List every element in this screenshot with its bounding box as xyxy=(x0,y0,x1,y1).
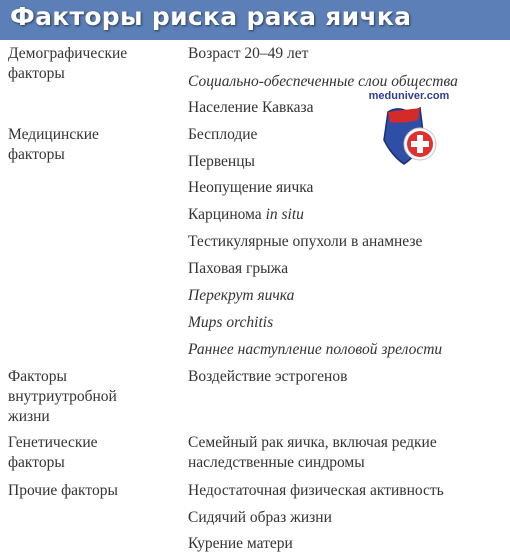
page-title: Факторы риска рака яичка xyxy=(10,2,412,31)
risk-factor-item: наследственные синдромы xyxy=(188,454,365,471)
category-demographic-line-1: Демографические xyxy=(8,45,128,62)
risk-factor-item: Неопущение яичка xyxy=(188,179,314,196)
risk-factor-item: Социально-обеспеченные слои общества xyxy=(188,73,458,90)
risk-factor-item: Недостаточная физическая активность xyxy=(188,482,444,499)
risk-factor-item: Воздействие эстрогенов xyxy=(188,368,348,385)
category-prenatal-line-2: внутриутробной xyxy=(8,388,117,405)
category-medical-line-1: Медицинские xyxy=(8,126,99,143)
risk-factor-item: Население Кавказа xyxy=(188,99,314,116)
risk-factor-item: Mups orchitis xyxy=(188,314,274,331)
title-bar xyxy=(0,0,510,40)
risk-factor-item: Возраст 20–49 лет xyxy=(188,45,309,62)
risk-factor-item: Перекрут яичка xyxy=(188,287,295,304)
category-genetic-line-1: Генетические xyxy=(8,434,98,451)
carcinoma-italic-suffix: in situ xyxy=(265,206,304,223)
risk-factor-item: Курение матери xyxy=(188,535,293,552)
risk-factor-item: Первенцы xyxy=(188,153,255,170)
risk-factor-item: Раннее наступление половой зрелости xyxy=(188,341,443,358)
carcinoma-text: Карцинома in situ xyxy=(188,206,304,223)
category-demographic-line-2: факторы xyxy=(8,65,65,82)
risk-factor-item: Семейный рак яичка, включая редкие xyxy=(188,434,437,451)
category-prenatal-line-3: жизни xyxy=(8,408,50,425)
category-prenatal-line-1: Факторы xyxy=(8,368,67,385)
category-genetic-line-2: факторы xyxy=(8,454,65,471)
medical-shield-icon xyxy=(364,104,454,170)
risk-factor-item: Сидячий образ жизни xyxy=(188,509,332,526)
meduniver-logo xyxy=(364,90,454,170)
risk-factor-item: Тестикулярные опухоли в анамнезе xyxy=(188,233,423,250)
category-other: Прочие факторы xyxy=(8,482,118,499)
category-medical-line-2: факторы xyxy=(8,146,65,163)
risk-factor-item: Бесплодие xyxy=(188,126,258,143)
logo-text: meduniver.com xyxy=(368,90,450,102)
risk-factor-item: Паховая грыжа xyxy=(188,260,289,277)
risk-factor-item-carcinoma xyxy=(188,205,304,225)
